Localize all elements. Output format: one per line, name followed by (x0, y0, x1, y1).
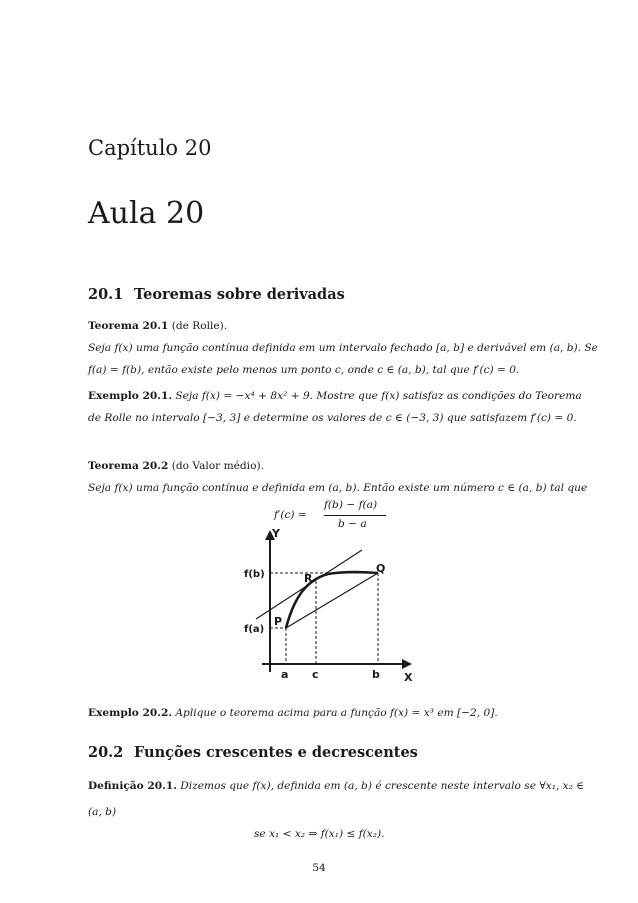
b-label: b (372, 668, 380, 681)
example-2 (88, 707, 498, 719)
section-number: 20.1 (88, 286, 124, 303)
mvt-figure (236, 528, 426, 688)
theorem-1-line-2: f(a) = f(b), então existe pelo menos um ponto c, onde c ∈ (a, b), tal que f′(c) = 0. (88, 364, 520, 376)
a-label: a (281, 668, 289, 681)
section-title: Funções crescentes e decrescentes (134, 744, 418, 761)
theorem-1-line-1: Seja f(x) uma função contínua definida em um intervalo fechado [a, b] e derivável em (a, b). Se (88, 342, 598, 354)
example-1-line-1 (88, 390, 582, 402)
example-label: Exemplo 20.1. (88, 390, 173, 402)
y-axis-label: Y (272, 528, 280, 540)
example-text: Seja f(x) = −x⁴ + 8x² + 9. Mostre que f(x) satisfaz as condições do Teorema (175, 390, 582, 402)
formula-lhs: f′(c) = (274, 509, 307, 521)
theorem-2-heading (88, 460, 264, 472)
section-number: 20.2 (88, 744, 124, 761)
theorem-note: (de Rolle). (171, 320, 228, 332)
definition-text: Dizemos que f(x), definida em (a, b) é crescente neste intervalo se ∀x₁, x₂ ∈ (180, 780, 585, 792)
section-title: Teoremas sobre derivadas (134, 286, 345, 303)
definition-1-line-2: (a, b) (88, 806, 117, 818)
chapter-label: Capítulo 20 (88, 136, 212, 160)
example-text: Aplique o teorema acima para a função f(x) = x³ em [−2, 0]. (175, 707, 498, 719)
theorem-1-heading (88, 320, 227, 332)
section-heading-2 (88, 744, 418, 761)
chapter-title: Aula 20 (88, 196, 205, 231)
formula-denominator: b − a (338, 518, 367, 530)
theorem-label: Teorema 20.2 (88, 460, 169, 472)
fb-label: f(b) (244, 569, 265, 580)
theorem-label: Teorema 20.1 (88, 320, 169, 332)
x-axis-arrow-icon (402, 659, 412, 669)
c-label: c (312, 668, 319, 681)
example-1-line-2: de Rolle no intervalo [−3, 3] e determine os valores de c ∈ (−3, 3) que satisfazem f′(c) = 0. (88, 412, 577, 424)
formula-numerator: f(b) − f(a) (324, 499, 378, 511)
point-r-label: R (304, 572, 313, 585)
theorem-2-line-1: Seja f(x) uma função contínua e definida em (a, b). Então existe um número c ∈ (a, b) tal que (88, 482, 588, 494)
definition-1-condition: se x₁ < x₂ ⇒ f(x₁) ≤ f(x₂). (254, 828, 385, 840)
point-q-label: Q (376, 562, 386, 575)
x-axis-label: X (404, 671, 413, 684)
definition-1-line-1 (88, 780, 584, 792)
fraction-bar (324, 515, 386, 516)
definition-label: Definição 20.1. (88, 780, 177, 792)
theorem-note: (do Valor médio). (171, 460, 264, 472)
point-p-label: P (274, 615, 283, 628)
secant-line-pq (286, 573, 378, 628)
section-heading-1 (88, 286, 345, 303)
example-label: Exemplo 20.2. (88, 707, 173, 719)
fa-label: f(a) (244, 624, 265, 635)
page-number: 54 (312, 862, 326, 874)
